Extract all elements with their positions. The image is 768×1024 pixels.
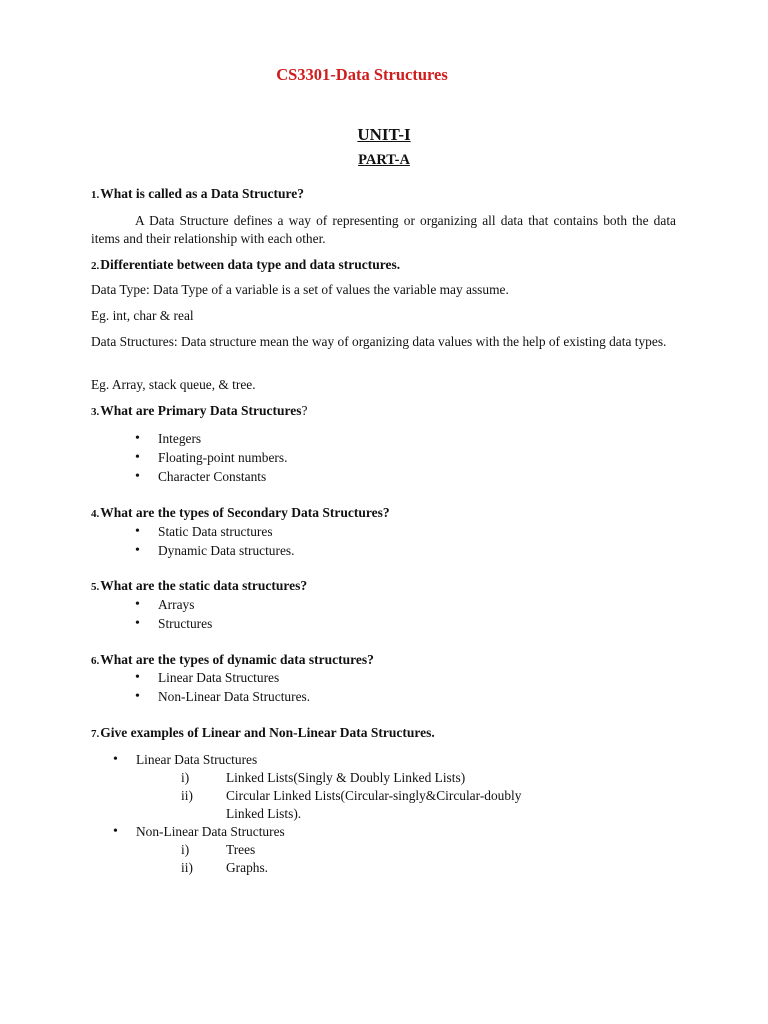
list-item: Integers [158, 431, 202, 446]
question-number: 1. [91, 189, 100, 201]
question-number: 6. [91, 655, 100, 667]
sub-item: Graphs. [226, 860, 269, 875]
question-text: What are the static data structures? [100, 578, 308, 593]
answer-2-line-4: Eg. Array, stack queue, & tree. [91, 377, 256, 392]
bullet-icon: • [135, 450, 140, 465]
bullet-icon: • [135, 597, 140, 612]
unit-heading: UNIT-I [357, 125, 411, 144]
roman-numeral: ii) [181, 788, 193, 803]
question-3 [91, 403, 307, 419]
list-item: Static Data structures [158, 524, 273, 539]
question-text: What are the types of dynamic data structures? [100, 652, 374, 667]
list-item: Structures [158, 616, 213, 631]
list-item: Character Constants [158, 469, 267, 484]
question-number: 7. [91, 728, 100, 740]
sub-item: Circular Linked Lists(Circular-singly&Circular-doubly [226, 788, 522, 803]
bullet-icon: • [135, 524, 140, 539]
list-item: Floating-point numbers. [158, 450, 288, 465]
answer-2-line-2: Eg. int, char & real [91, 308, 194, 323]
roman-numeral: i) [181, 770, 190, 785]
question-2 [91, 257, 400, 273]
question-5 [91, 578, 307, 594]
part-heading: PART-A [358, 152, 410, 168]
roman-numeral: i) [181, 842, 190, 857]
bullet-icon: • [113, 824, 118, 839]
bullet-icon: • [113, 752, 118, 767]
bullet-icon: • [135, 670, 140, 685]
list-item-nonlinear: Non-Linear Data Structures [136, 824, 285, 839]
bullet-icon: • [135, 616, 140, 631]
course-title: CS3301-Data Structures [276, 65, 448, 84]
question-text: What are Primary Data Structures [100, 403, 302, 418]
question-number: 4. [91, 508, 100, 520]
question-number: 5. [91, 581, 100, 593]
sub-item: Linked Lists(Singly & Doubly Linked Lists) [226, 770, 466, 785]
question-text: What are the types of Secondary Data Structures? [100, 505, 390, 520]
question-7 [91, 725, 435, 741]
list-item: Non-Linear Data Structures. [158, 689, 311, 704]
sub-item: Trees [226, 842, 256, 857]
list-item: Linear Data Structures [158, 670, 280, 685]
question-text: What is called as a Data Structure? [100, 186, 304, 201]
question-1 [91, 186, 304, 202]
answer-1: A Data Structure defines a way of representing or organizing all data that contains both the data items and their relationship with each other. [91, 213, 676, 246]
roman-numeral: ii) [181, 860, 193, 875]
bullet-icon: • [135, 431, 140, 446]
list-item-linear: Linear Data Structures [136, 752, 258, 767]
question-text: Give examples of Linear and Non-Linear Data Structures. [100, 725, 435, 740]
list-item: Dynamic Data structures. [158, 543, 295, 558]
question-text: Differentiate between data type and data structures. [100, 257, 401, 272]
question-6 [91, 652, 374, 668]
bullet-icon: • [135, 543, 140, 558]
bullet-icon: • [135, 689, 140, 704]
question-number: 2. [91, 260, 100, 272]
answer-2-line-1: Data Type: Data Type of a variable is a set of values the variable may assume. [91, 282, 509, 297]
answer-2-line-3: Data Structures: Data structure mean the way of organizing data values with the help of existing data types. [91, 334, 667, 349]
question-4 [91, 505, 390, 521]
sub-item-continuation: Linked Lists). [226, 806, 302, 821]
bullet-icon: • [135, 469, 140, 484]
question-tail: ? [301, 403, 308, 418]
list-item: Arrays [158, 597, 195, 612]
question-number: 3. [91, 406, 100, 418]
